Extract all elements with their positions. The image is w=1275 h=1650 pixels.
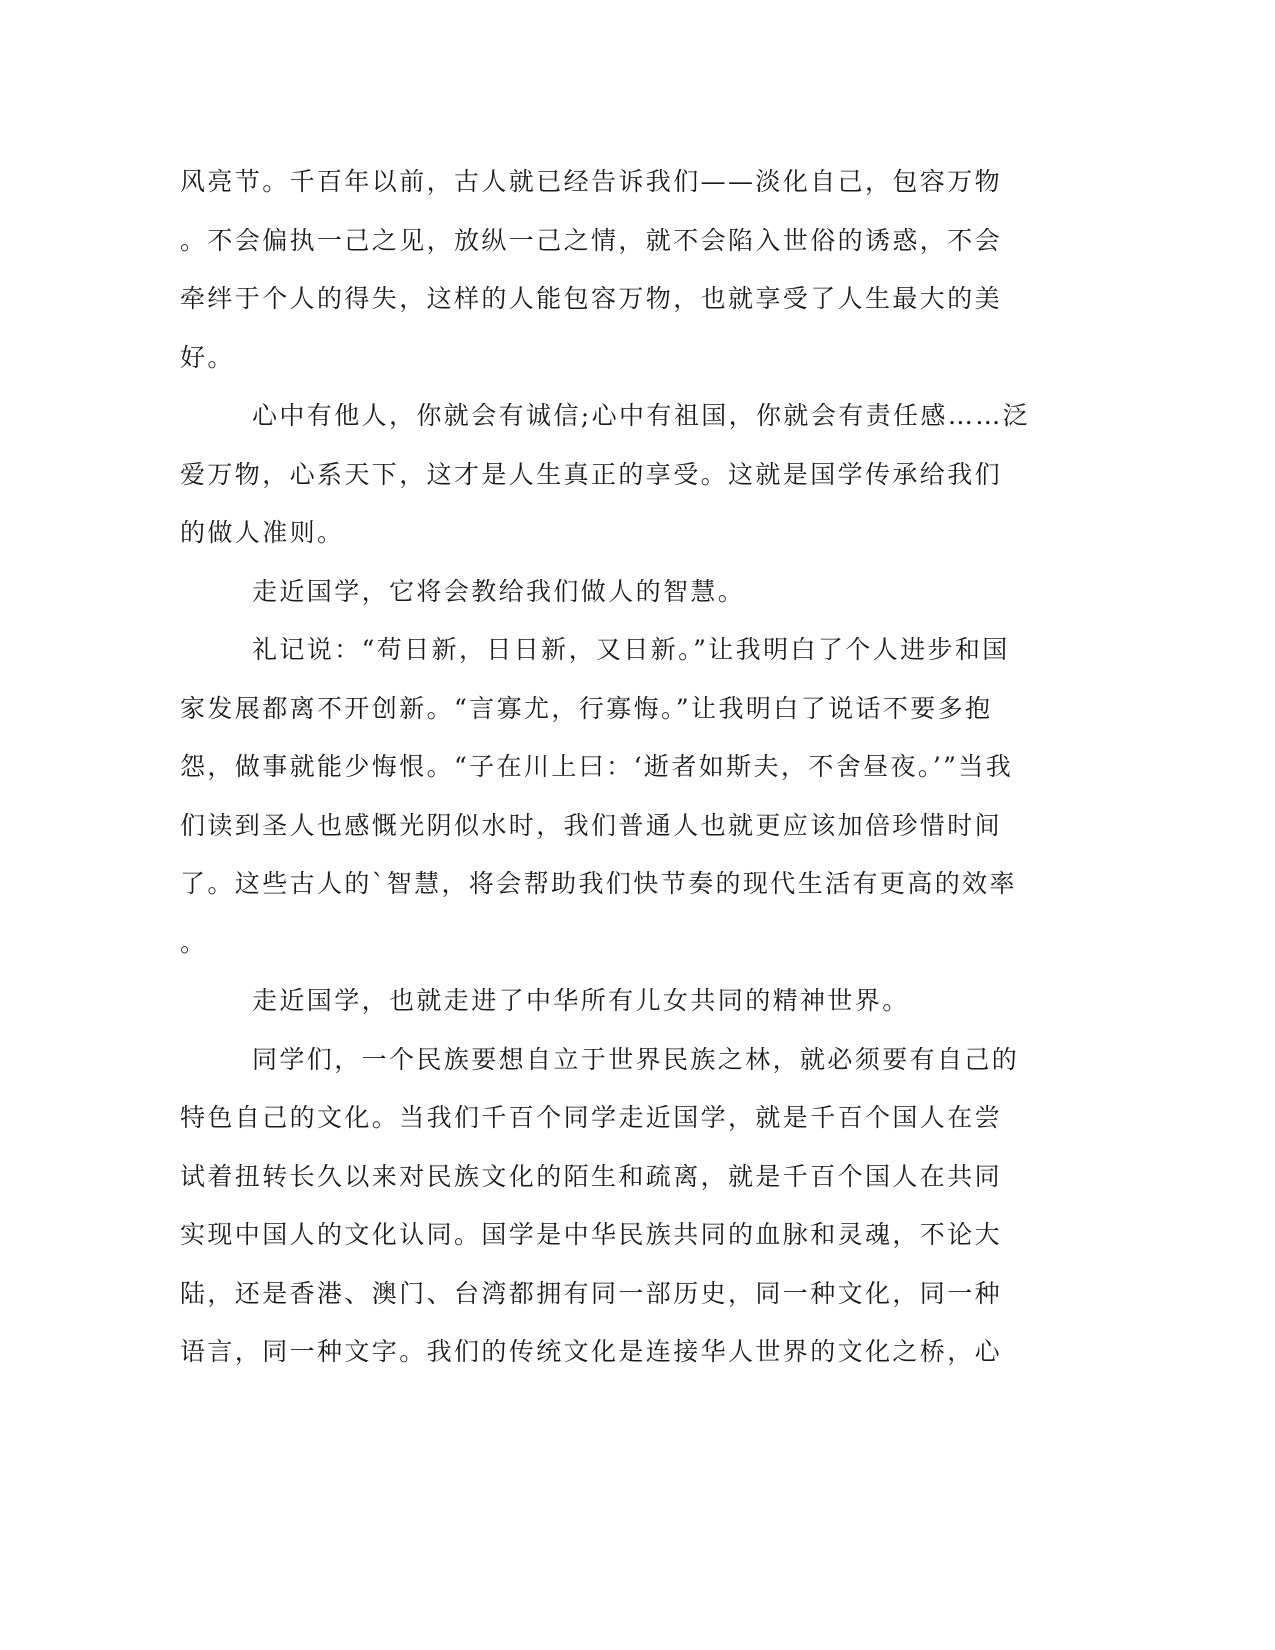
text-line: 走近国学，它将会教给我们做人的智慧。 bbox=[252, 576, 746, 606]
paragraph bbox=[180, 621, 1040, 972]
text-line: 们读到圣人也感慨光阴似水时，我们普通人也就更应该加倍珍惜时间 bbox=[180, 810, 1003, 840]
text-line: 试着扭转长久以来对民族文化的陌生和疏离，就是千百个国人在共同 bbox=[180, 1161, 1003, 1191]
text-line: 陆，还是香港、澳门、台湾都拥有同一部历史，同一种文化，同一种 bbox=[180, 1278, 1003, 1308]
text-line: 。 bbox=[180, 927, 208, 957]
text-line: 走近国学，也就走进了中华所有儿女共同的精神世界。 bbox=[252, 986, 910, 1015]
text-line: 牵绊于个人的得失，这样的人能包容万物，也就享受了人生最大的美 bbox=[180, 284, 1003, 313]
text-line: 好。 bbox=[180, 342, 235, 372]
text-line: 爱万物，心系天下，这才是人生真正的享受。这就是国学传承给我们 bbox=[180, 459, 1003, 489]
paragraph bbox=[180, 153, 1040, 387]
paragraph bbox=[180, 387, 1040, 563]
paragraph bbox=[180, 563, 1040, 622]
text-line: 了。这些古人的`智慧，将会帮助我们快节奏的现代生活有更高的效率 bbox=[180, 869, 1017, 898]
paragraph bbox=[180, 972, 1040, 1031]
text-line: 同学们，一个民族要想自立于世界民族之林，就必须要有自己的 bbox=[252, 1044, 1020, 1074]
text-line: 语言，同一种文字。我们的传统文化是连接华人世界的文化之桥，心 bbox=[180, 1337, 1003, 1366]
text-line: 风亮节。千百年以前，古人就已经告诉我们——淡化自己，包容万物 bbox=[180, 167, 1003, 196]
paragraph bbox=[180, 1031, 1040, 1382]
text-line: 家发展都离不开创新。“言寡尤，行寡悔。”让我明白了说话不要多抱 bbox=[180, 693, 993, 723]
text-line: 怨，做事就能少悔恨。“子在川上曰：‘逝者如斯夫，不舍昼夜。’”当我 bbox=[180, 752, 1014, 781]
text-line: 特色自己的文化。当我们千百个同学走近国学，就是千百个国人在尝 bbox=[180, 1103, 1003, 1132]
text-line: 。不会偏执一己之见，放纵一己之情，就不会陷入世俗的诱惑，不会 bbox=[180, 225, 1003, 255]
text-line: 礼记说：“苟日新，日日新，又日新。”让我明白了个人进步和国 bbox=[252, 635, 1010, 664]
document-body bbox=[180, 153, 1040, 1382]
text-line: 实现中国人的文化认同。国学是中华民族共同的血脉和灵魂，不论大 bbox=[180, 1220, 1003, 1249]
text-line: 的做人准则。 bbox=[180, 518, 345, 547]
text-line: 心中有他人，你就会有诚信;心中有祖国，你就会有责任感……泛 bbox=[252, 401, 1031, 430]
